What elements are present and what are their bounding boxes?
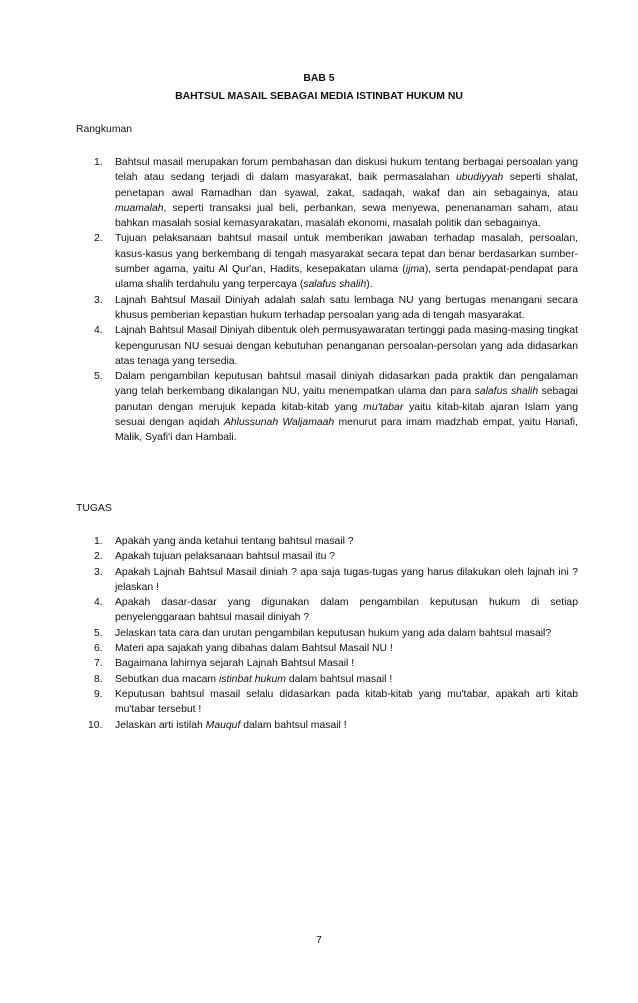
tasks-list [88, 534, 578, 733]
task-item [88, 718, 578, 733]
text-run: Jelaskan arti istilah [115, 719, 206, 731]
task-item [94, 687, 578, 718]
task-item [94, 672, 578, 687]
text-run: yaitu kitab-kitab ajaran Islam yang sesuai dengan aqidah [115, 401, 578, 429]
list-item-number: 3. [94, 294, 103, 306]
text-run: Materi apa sajakah yang dibahas dalam Bahtsul Masail NU ! [115, 643, 393, 655]
text-run: Jelaskan tata cara dan urutan pengambilan keputusan hukum yang ada dalam bahtsul masail? [115, 627, 552, 639]
text-run: ). [366, 279, 373, 291]
list-item-number: 5. [94, 371, 103, 383]
list-item-number: 1. [94, 157, 103, 168]
text-run: Dalam pengambilan keputusan bahtsul masail diniyah didasarkan pada praktik dan pengalaman yang telah berkembang dikalangan NU, yaitu menempatkan ulama dan para [115, 371, 578, 398]
italic-term: Mauquf [205, 719, 241, 731]
task-item [94, 549, 578, 564]
task-item [94, 656, 578, 671]
list-item-text [115, 597, 578, 623]
list-item-text [115, 551, 335, 562]
task-item [94, 626, 578, 641]
text-run: ), serta pendapat-pendapat para ulama shalih terdahulu yang terpercaya ( [115, 264, 578, 291]
italic-term: istinbat hukum [218, 673, 286, 685]
text-run: Bagaimana lahirnya sejarah Lajnah Bahtsul Masail ! [115, 658, 355, 670]
page-number: 7 [316, 935, 322, 946]
tasks-heading: TUGAS [76, 503, 112, 514]
list-item-number: 9. [94, 688, 103, 700]
list-item-text [115, 295, 578, 321]
italic-term: salafus shalih [474, 386, 539, 398]
list-item-number: 4. [94, 597, 103, 609]
list-item-text [115, 720, 347, 731]
list-item-text [115, 371, 578, 443]
summary-list [94, 155, 578, 446]
list-item-text [115, 689, 578, 715]
summary-item [94, 323, 578, 369]
list-item-number: 4. [94, 325, 103, 337]
text-run: Sebutkan dua macam [115, 673, 219, 685]
list-item-number: 6. [94, 643, 103, 655]
list-item-number: 1. [94, 536, 103, 547]
italic-term: salafus shalih [303, 279, 367, 291]
italic-term: Ahlussunah Waljamaah [223, 417, 335, 429]
text-run: Tujuan pelaksanaan bahtsul masail untuk memberikan jawaban terhadap masalah, persoalan, kasus-kasus yang berkembang di tengah masyarakat secara tepat dan benar berdasarkan sumber-sumber agama, yaitu Al Qur'an, Hadits, kesepakatan ulama ( [115, 233, 578, 276]
summary-item [94, 155, 578, 231]
italic-term: muamalah [115, 202, 164, 214]
text-run: menurut para imam madzhab empat, yaitu Hanafi, Malik, Syafi'i dan Hambali. [115, 417, 578, 444]
list-item-text [115, 658, 354, 669]
summary-item [94, 369, 578, 445]
list-item-number: 5. [94, 627, 103, 639]
list-item-number: 2. [94, 233, 103, 245]
list-item-number: 7. [94, 658, 103, 670]
list-item-number: 2. [94, 551, 103, 563]
task-item [94, 595, 578, 626]
text-run: dalam bahtsul masail ! [240, 719, 347, 731]
task-item [94, 534, 578, 549]
list-item-text [115, 157, 578, 229]
text-run: sebagai panutan dengan merujuk kepada kitab-kitab yang [115, 386, 578, 413]
summary-item [94, 231, 578, 292]
italic-term: ubudiyyah [455, 172, 504, 184]
text-run: Apakah yang anda ketahui tentang bahtsul masail ? [115, 536, 354, 547]
list-item-number: 10. [88, 719, 103, 731]
list-item-text [115, 674, 392, 685]
list-item-text [115, 643, 393, 654]
task-item [94, 641, 578, 656]
text-run: Apakah dasar-dasar yang digunakan dalam pengambilan keputusan hukum di setiap penyelenggaraan bahtsul masail diniyah ? [115, 597, 578, 624]
list-item-number: 8. [94, 673, 103, 685]
text-run: Apakah Lajnah Bahtsul Masail diniah ? apa saja tugas-tugas yang harus dilakukan oleh lajnah ini ? jelaskan ! [115, 566, 578, 593]
list-item-text [115, 233, 578, 290]
italic-term: ijma [405, 264, 425, 276]
task-item [94, 565, 578, 596]
text-run: Apakah tujuan pelaksanaan bahtsul masail itu ? [115, 551, 336, 563]
list-item-text [115, 567, 578, 593]
text-run: Lajnah Bahtsul Masail Diniyah adalah salah satu lembaga NU yang bertugas menangani secara khusus pemberian kepastian hukum terhadap persoalan yang ada di tengah masyarakat. [115, 294, 578, 321]
chapter-title: BAHTSUL MASAIL SEBAGAI MEDIA ISTINBAT HUKUM NU [175, 91, 463, 102]
list-item-text [115, 628, 551, 639]
summary-item [94, 293, 578, 324]
text-run: , seperti transaksi jual beli, perbankan, sewa menyewa, penenanaman saham, atau bahkan masalah sosial kemasyarakatan, masalah ekonomi, masalah politik dan sebagainya. [115, 202, 578, 230]
text-run: Keputusan bahtsul masail selalu didasarkan pada kitab-kitab yang mu'tabar, apakah arti kitab mu'tabar tersebut ! [115, 688, 578, 716]
text-run: Lajnah Bahtsul Masail Diniyah dibentuk oleh permusyawaratan tertinggi pada masing-masing tingkat kepengurusan NU sesuai dengan kebutuhan penanganan persoalan-persolan yang ada didasarkan atas tenaga yang tersedia. [115, 325, 578, 367]
text-run: seperti shalat, penetapan awal Ramadhan dan syawal, zakat, sadaqah, wakaf dan ain sebagainya, atau [115, 172, 578, 199]
summary-heading: Rangkuman [76, 124, 133, 135]
text-run: Bahtsul masail merupakan forum pembahasan dan diskusi hukum tentang berbagai persoalan yang telah atau sedang terjadi di dalam masyarakat, baik permasalahan [115, 157, 578, 184]
chapter-heading: BAB 5 [303, 73, 335, 84]
text-run: dalam bahtsul masail ! [285, 673, 393, 685]
list-item-number: 3. [94, 566, 103, 578]
italic-term: mu'tabar [363, 401, 404, 413]
list-item-text [115, 325, 578, 367]
list-item-text [115, 536, 354, 547]
